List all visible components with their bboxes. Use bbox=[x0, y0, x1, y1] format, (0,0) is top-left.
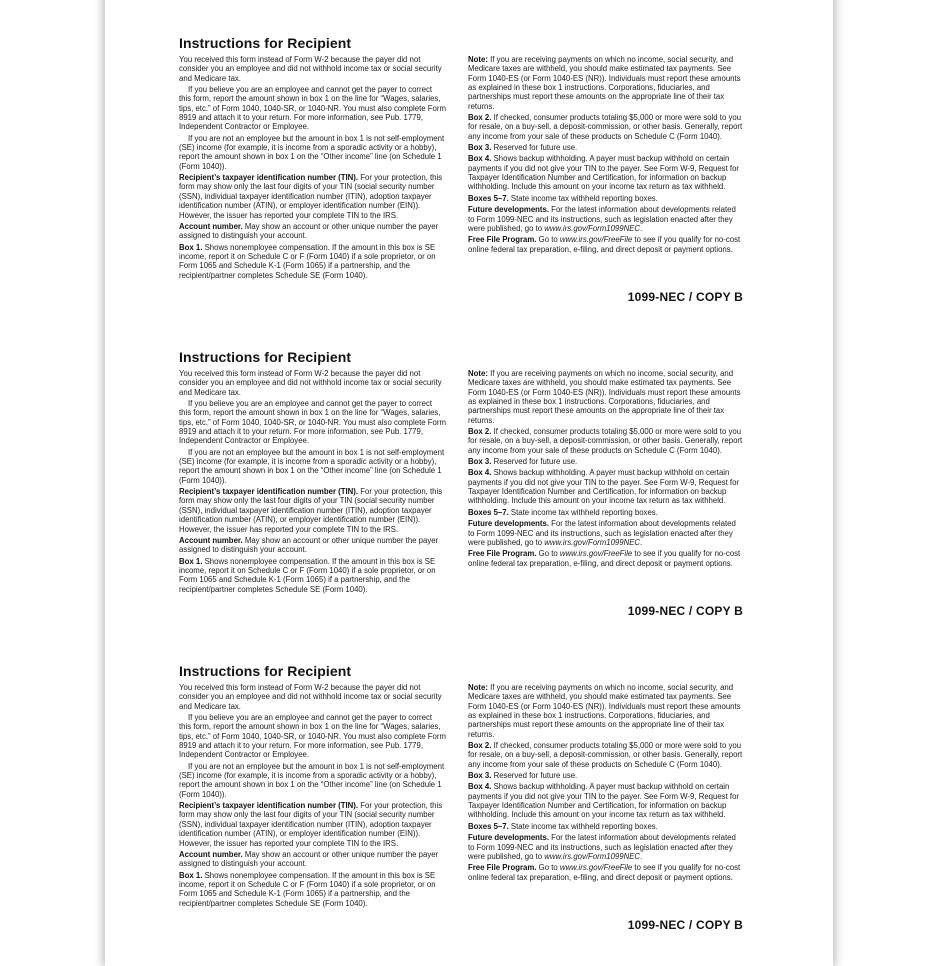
section-heading: Instructions for Recipient bbox=[179, 349, 352, 365]
bold-lead-text: Note: bbox=[468, 683, 488, 692]
paragraph bbox=[179, 801, 446, 848]
italic-url-text: www.irs.gov/Form1099NEC bbox=[544, 223, 641, 233]
paragraph bbox=[179, 243, 446, 280]
bold-lead-text: Recipient’s taxpayer identification number (TIN). bbox=[179, 173, 359, 183]
right-column bbox=[468, 683, 743, 910]
text-run: For the latest information about developments related to Form 1099-NEC and its instructions, such as legislation enacted after they were published, go to bbox=[468, 833, 736, 861]
paragraph bbox=[468, 369, 743, 425]
text-run: If checked, consumer products totaling $5,000 or more were sold to you for resale, on a buy-sell, a deposit-commission, or other basis. Generally, report any income from your sale of these products on Schedule C (Form 1040). bbox=[468, 741, 743, 769]
text-run: . bbox=[640, 537, 643, 547]
bold-lead-text: Recipient’s taxpayer identification number (TIN). bbox=[179, 801, 359, 811]
bold-lead-text: Box 4. bbox=[468, 468, 492, 478]
paragraph bbox=[468, 519, 743, 547]
bold-lead-text: Box 3. bbox=[468, 143, 492, 153]
bold-lead-text: Account number. bbox=[179, 221, 243, 231]
text-run: If you believe you are an employee and cannot get the payer to correct this form, report the amount shown in box 1 on the line for “Wages, salaries, tips, etc.” of Form 1040, 1040-SR, or 1040-NR. You must also complete Form 8919 and attach it to your return. For more information, see Pub. 1779, Independent Contractor or Employee. bbox=[179, 85, 446, 132]
right-column bbox=[468, 55, 743, 282]
bold-lead-text: Future developments. bbox=[468, 833, 550, 843]
paragraph bbox=[179, 713, 446, 760]
text-run: Reserved for future use. bbox=[491, 143, 578, 153]
paragraph bbox=[468, 194, 743, 203]
bold-lead-text: Account number. bbox=[179, 849, 243, 859]
instructions-section-1 bbox=[179, 36, 743, 304]
bold-lead-text: Box 4. bbox=[468, 154, 492, 164]
text-run: State income tax withheld reporting boxes. bbox=[508, 507, 658, 517]
paragraph bbox=[468, 143, 743, 152]
paragraph bbox=[179, 762, 446, 799]
paragraph bbox=[468, 822, 743, 831]
text-run: If you are receiving payments on which no income, social security, and Medicare taxes are withheld, you should make estimated tax payments. See Form 1040-ES (or Form 1040-ES (NR)). Individuals must report these amounts as explained in these box 1 instructions. Corporations, fiduciaries, and partnerships must report these amounts on the appropriate line of their tax returns. bbox=[468, 683, 741, 739]
bold-lead-text: Note: bbox=[468, 369, 488, 378]
text-run: If you are receiving payments on which no income, social security, and Medicare taxes are withheld, you should make estimated tax payments. See Form 1040-ES (or Form 1040-ES (NR)). Individuals must report these amounts as explained in these box 1 instructions. Corporations, fiduciaries, and partnerships must report these amounts on the appropriate line of their tax returns. bbox=[468, 55, 741, 111]
text-run: Go to bbox=[536, 863, 560, 873]
bold-lead-text: Account number. bbox=[179, 535, 243, 545]
section-heading: Instructions for Recipient bbox=[179, 663, 352, 679]
bold-lead-text: Boxes 5–7. bbox=[468, 821, 509, 831]
paragraph bbox=[468, 154, 743, 191]
paragraph bbox=[179, 850, 446, 869]
left-column bbox=[179, 683, 446, 910]
paragraph bbox=[468, 549, 743, 568]
text-run: Shows backup withholding. A payer must backup withhold on certain payments if you did not give your TIN to the payer. See Form W-9, Request for Taxpayer Identification Number and Certification, for information on backup withholding. Include this amount on your income tax return as tax withheld. bbox=[468, 154, 739, 192]
paragraph bbox=[179, 173, 446, 220]
text-run: Shows nonemployee compensation. If the amount in this box is SE income, report it on Schedule C or F (Form 1040) if a sole proprietor, or on Form 1065 and Schedule K-1 (Form 1065) if a partnership, and the recipient/partner completes Schedule SE (Form 1040). bbox=[179, 870, 436, 908]
paragraph bbox=[179, 448, 446, 485]
italic-url-text: www.irs.gov/FreeFile bbox=[559, 863, 633, 873]
copy-label: 1099-NEC / COPY B bbox=[627, 917, 743, 932]
text-run: If you believe you are an employee and cannot get the payer to correct this form, report the amount shown in box 1 on the line for “Wages, salaries, tips, etc.” of Form 1040, 1040-SR, or 1040-NR. You must also complete Form 8919 and attach it to your return. For more information, see Pub. 1779, Independent Contractor or Employee. bbox=[179, 399, 446, 446]
text-run: May show an account or other unique number the payer assigned to distinguish your account. bbox=[179, 849, 439, 869]
right-column bbox=[468, 369, 743, 596]
text-run: Reserved for future use. bbox=[491, 771, 578, 781]
bold-lead-text: Box 1. bbox=[179, 556, 203, 566]
left-column bbox=[179, 55, 446, 282]
bold-lead-text: Box 2. bbox=[468, 113, 492, 123]
two-column-body bbox=[179, 369, 743, 596]
bold-lead-text: Future developments. bbox=[468, 519, 550, 529]
paragraph bbox=[468, 55, 743, 111]
two-column-body bbox=[179, 683, 743, 910]
bold-lead-text: Box 2. bbox=[468, 427, 492, 437]
text-run: If you are receiving payments on which no income, social security, and Medicare taxes are withheld, you should make estimated tax payments. See Form 1040-ES (or Form 1040-ES (NR)). Individuals must report these amounts as explained in these box 1 instructions. Corporations, fiduciaries, and partnerships must report these amounts on the appropriate line of their tax returns. bbox=[468, 369, 741, 425]
paragraph bbox=[179, 536, 446, 555]
text-run: For your protection, this form may show only the last four digits of your TIN (social security number (SSN), individual taxpayer identification number (ITIN), adoption taxpayer identification number (ATIN), or employer identification number (EIN)). However, the issuer has reported your complete TIN to the IRS. bbox=[179, 487, 443, 534]
text-run: If checked, consumer products totaling $5,000 or more were sold to you for resale, on a buy-sell, a deposit-commission, or other basis. Generally, report any income from your sale of these products on Schedule C (Form 1040). bbox=[468, 113, 743, 141]
text-run: May show an account or other unique number the payer assigned to distinguish your account. bbox=[179, 221, 439, 241]
text-run: to see if you qualify for no-cost online federal tax preparation, e-filing, and direct deposit or payment options. bbox=[468, 863, 741, 882]
paragraph bbox=[179, 871, 446, 908]
text-run: Shows backup withholding. A payer must backup withhold on certain payments if you did not give your TIN to the payer. See Form W-9, Request for Taxpayer Identification Number and Certification, for information on backup withholding. Include this amount on your income tax return as tax withheld. bbox=[468, 782, 739, 820]
text-run: You received this form instead of Form W-2 because the payer did not consider you an employee and did not withhold income tax or social security and Medicare tax. bbox=[179, 683, 442, 711]
paragraph bbox=[179, 369, 446, 397]
paragraph bbox=[468, 113, 743, 141]
bold-lead-text: Free File Program. bbox=[468, 549, 537, 559]
paragraph bbox=[179, 487, 446, 534]
paragraph bbox=[179, 134, 446, 171]
paragraph bbox=[468, 863, 743, 882]
section-heading: Instructions for Recipient bbox=[179, 35, 352, 51]
italic-url-text: www.irs.gov/Form1099NEC bbox=[544, 851, 641, 861]
text-run: to see if you qualify for no-cost online federal tax preparation, e-filing, and direct deposit or payment options. bbox=[468, 235, 741, 254]
form-page bbox=[105, 0, 833, 966]
text-run: For the latest information about developments related to Form 1099-NEC and its instructions, such as legislation enacted after they were published, go to bbox=[468, 205, 736, 233]
italic-url-text: www.irs.gov/FreeFile bbox=[559, 549, 633, 559]
text-run: If you believe you are an employee and cannot get the payer to correct this form, report the amount shown in box 1 on the line for “Wages, salaries, tips, etc.” of Form 1040, 1040-SR, or 1040-NR. You must also complete Form 8919 and attach it to your return. For more information, see Pub. 1779, Independent Contractor or Employee. bbox=[179, 713, 446, 760]
bold-lead-text: Box 1. bbox=[179, 242, 203, 252]
bold-lead-text: Boxes 5–7. bbox=[468, 507, 509, 517]
text-run: For the latest information about developments related to Form 1099-NEC and its instructions, such as legislation enacted after they were published, go to bbox=[468, 519, 736, 547]
paragraph bbox=[468, 771, 743, 780]
bold-lead-text: Box 4. bbox=[468, 782, 492, 792]
text-run: Shows nonemployee compensation. If the amount in this box is SE income, report it on Schedule C or F (Form 1040) if a sole proprietor, or on Form 1065 and Schedule K-1 (Form 1065) if a partnership, and the recipient/partner completes Schedule SE (Form 1040). bbox=[179, 242, 436, 280]
two-column-body bbox=[179, 55, 743, 282]
instructions-section-2 bbox=[179, 350, 743, 618]
left-column bbox=[179, 369, 446, 596]
text-run: Shows nonemployee compensation. If the amount in this box is SE income, report it on Schedule C or F (Form 1040) if a sole proprietor, or on Form 1065 and Schedule K-1 (Form 1065) if a partnership, and the recipient/partner completes Schedule SE (Form 1040). bbox=[179, 556, 436, 594]
text-run: . bbox=[640, 223, 643, 233]
paragraph bbox=[179, 683, 446, 711]
text-run: Go to bbox=[536, 549, 560, 559]
copy-label: 1099-NEC / COPY B bbox=[627, 289, 743, 304]
text-run: If you are not an employee but the amount in box 1 is not self-employment (SE) income (for example, it is income from a sporadic activity or a hobby), report the amount shown in box 1 on the “Other income” line (on Schedule 1 (Form 1040)). bbox=[179, 133, 445, 171]
paragraph bbox=[468, 205, 743, 233]
paragraph bbox=[179, 55, 446, 83]
paragraph bbox=[468, 468, 743, 505]
paragraph bbox=[179, 557, 446, 594]
paragraph bbox=[468, 508, 743, 517]
bold-lead-text: Free File Program. bbox=[468, 863, 537, 873]
paragraph bbox=[468, 235, 743, 254]
bold-lead-text: Note: bbox=[468, 55, 488, 64]
paragraph bbox=[468, 683, 743, 739]
bold-lead-text: Box 3. bbox=[468, 457, 492, 467]
bold-lead-text: Future developments. bbox=[468, 205, 550, 215]
text-run: Reserved for future use. bbox=[491, 457, 578, 467]
paragraph bbox=[468, 741, 743, 769]
paragraph bbox=[468, 427, 743, 455]
text-run: State income tax withheld reporting boxes. bbox=[508, 193, 658, 203]
paragraph bbox=[468, 457, 743, 466]
bold-lead-text: Box 3. bbox=[468, 771, 492, 781]
text-run: If checked, consumer products totaling $5,000 or more were sold to you for resale, on a buy-sell, a deposit-commission, or other basis. Generally, report any income from your sale of these products on Schedule C (Form 1040). bbox=[468, 427, 743, 455]
text-run: Shows backup withholding. A payer must backup withhold on certain payments if you did not give your TIN to the payer. See Form W-9, Request for Taxpayer Identification Number and Certification, for information on backup withholding. Include this amount on your income tax return as tax withheld. bbox=[468, 468, 739, 506]
text-run: Go to bbox=[536, 235, 560, 245]
copy-label: 1099-NEC / COPY B bbox=[627, 603, 743, 618]
bold-lead-text: Box 1. bbox=[179, 870, 203, 880]
instructions-section-3 bbox=[179, 664, 743, 932]
paragraph bbox=[468, 833, 743, 861]
text-run: You received this form instead of Form W-2 because the payer did not consider you an employee and did not withhold income tax or social security and Medicare tax. bbox=[179, 369, 442, 397]
paragraph bbox=[179, 222, 446, 241]
text-run: to see if you qualify for no-cost online federal tax preparation, e-filing, and direct deposit or payment options. bbox=[468, 549, 741, 568]
text-run: . bbox=[640, 851, 643, 861]
italic-url-text: www.irs.gov/FreeFile bbox=[559, 235, 633, 245]
bold-lead-text: Box 2. bbox=[468, 741, 492, 751]
text-run: If you are not an employee but the amount in box 1 is not self-employment (SE) income (for example, it is income from a sporadic activity or a hobby), report the amount shown in box 1 on the “Other income” line (on Schedule 1 (Form 1040)). bbox=[179, 447, 445, 485]
paragraph bbox=[179, 85, 446, 132]
bold-lead-text: Boxes 5–7. bbox=[468, 193, 509, 203]
paragraph bbox=[179, 399, 446, 446]
text-run: May show an account or other unique number the payer assigned to distinguish your account. bbox=[179, 535, 439, 555]
italic-url-text: www.irs.gov/Form1099NEC bbox=[544, 537, 641, 547]
text-run: State income tax withheld reporting boxes. bbox=[508, 821, 658, 831]
text-run: If you are not an employee but the amount in box 1 is not self-employment (SE) income (for example, it is income from a sporadic activity or a hobby), report the amount shown in box 1 on the “Other income” line (on Schedule 1 (Form 1040)). bbox=[179, 761, 445, 799]
text-run: For your protection, this form may show only the last four digits of your TIN (social security number (SSN), individual taxpayer identification number (ITIN), adoption taxpayer identification number (ATIN), or employer identification number (EIN)). However, the issuer has reported your complete TIN to the IRS. bbox=[179, 801, 443, 848]
text-run: You received this form instead of Form W-2 because the payer did not consider you an employee and did not withhold income tax or social security and Medicare tax. bbox=[179, 55, 442, 83]
bold-lead-text: Free File Program. bbox=[468, 235, 537, 245]
bold-lead-text: Recipient’s taxpayer identification number (TIN). bbox=[179, 487, 359, 497]
text-run: For your protection, this form may show only the last four digits of your TIN (social security number (SSN), individual taxpayer identification number (ITIN), adoption taxpayer identification number (ATIN), or employer identification number (EIN)). However, the issuer has reported your complete TIN to the IRS. bbox=[179, 173, 443, 220]
paragraph bbox=[468, 782, 743, 819]
